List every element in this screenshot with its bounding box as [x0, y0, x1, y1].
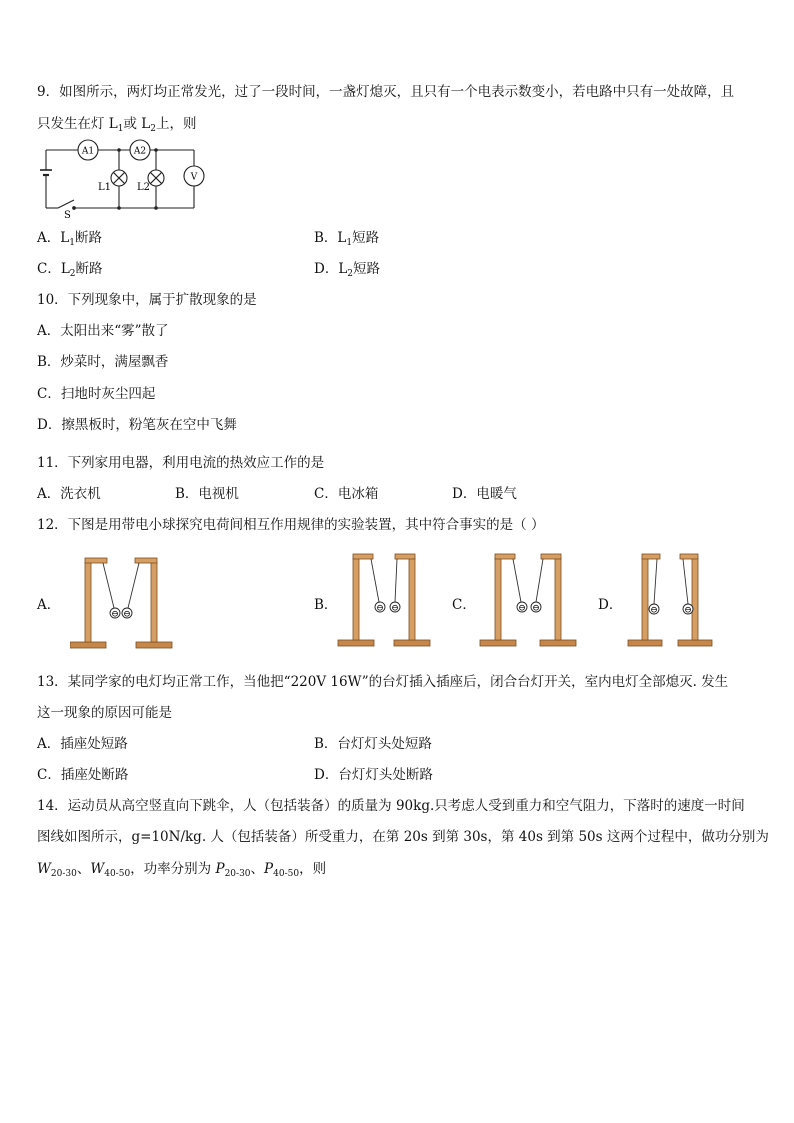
- l1-label: L1: [98, 182, 112, 193]
- q9-option-b[interactable]: B．$L_1$短路: [314, 230, 380, 248]
- q13-stem-line2: 这一现象的原因可能是: [37, 705, 172, 721]
- q12-a-charge-2: ⊖: [123, 609, 131, 620]
- q10-option-d[interactable]: D．擦黑板时，粉笔灰在空中飞舞: [37, 417, 237, 433]
- q11-option-b[interactable]: B．电视机: [175, 486, 239, 502]
- q12-apparatus-a[interactable]: [70, 556, 180, 652]
- q9-option-d[interactable]: D．$L_2$短路: [314, 261, 381, 279]
- q10-option-a[interactable]: A．太阳出来“雾”散了: [37, 323, 169, 339]
- q11-option-c[interactable]: C．电冰箱: [314, 486, 379, 502]
- q14-stem-line1: 14．运动员从高空竖直向下跳伞，人（包括装备）的质量为 90kg.只考虑人受到重力和空气阻力，下落时的速度一时间: [37, 798, 745, 814]
- q9-circuit-diagram: [36, 138, 216, 220]
- q12-d-charge-2: ⊖: [684, 605, 692, 616]
- q12-d-charge-1: ⊖: [650, 605, 658, 616]
- q12-stem: 12．下图是用带电小球探究电荷间相互作用规律的实验装置，其中符合事实的是（ ）: [37, 517, 545, 533]
- q13-option-d[interactable]: D．台灯灯头处断路: [314, 767, 433, 783]
- q11-stem: 11．下列家用电器，利用电流的热效应工作的是: [37, 455, 325, 471]
- q9-text-c: 上，则: [156, 116, 197, 132]
- q11-option-a[interactable]: A．洗衣机: [37, 486, 101, 502]
- q9-text-b: 或 L: [123, 116, 151, 132]
- q10-stem: 10．下列现象中，属于扩散现象的是: [37, 292, 257, 308]
- q12-apparatus-d[interactable]: [626, 552, 718, 650]
- q13-option-a[interactable]: A．插座处短路: [37, 736, 128, 752]
- q9-sub-1: 1: [117, 124, 124, 134]
- q10-option-c[interactable]: C．扫地时灰尘四起: [37, 386, 156, 402]
- q14-stem-line3: $W_{20-30}$、$W_{40-50}$，功率分别为 $P_{20-30}$、$P_{40-50}$，则: [37, 861, 327, 879]
- q14-stem-line2: 图线如图所示，g=10N/kg. 人（包括装备）所受重力，在第 20s 到第 30s，第 40s 到第 50s 这两个过程中，做功分别为: [37, 829, 769, 845]
- q11-option-d[interactable]: D．电暖气: [452, 486, 517, 502]
- q12-apparatus-b[interactable]: [336, 552, 436, 650]
- q10-option-b[interactable]: B．炒菜时，满屋飘香: [37, 354, 169, 370]
- q9-text-a: 只发生在灯 L: [37, 116, 118, 132]
- q9-stem-line1: 9．如图所示，两灯均正常发光，过了一段时间，一盏灯熄灭，且只有一个电表示数变小，若电路中只有一处故障，且: [37, 84, 735, 100]
- q12-option-d-label[interactable]: D．: [598, 597, 623, 613]
- l2-label: L2: [137, 182, 151, 193]
- q13-option-b[interactable]: B．台灯灯头处短路: [314, 736, 432, 752]
- q13-option-c[interactable]: C．插座处断路: [37, 767, 129, 783]
- q12-c-charge-1: ⊖: [518, 603, 526, 614]
- q12-b-charge-1: ⊖: [376, 603, 384, 614]
- switch-label: S: [64, 210, 71, 220]
- a1-label: A1: [81, 146, 95, 157]
- v-label: V: [190, 172, 198, 183]
- q12-apparatus-c[interactable]: [478, 552, 578, 650]
- q13-stem-line1: 13．某同学家的电灯均正常工作，当他把“220V 16W”的台灯插入插座后，闭合台灯开关，室内电灯全部熄灭. 发生: [37, 674, 729, 690]
- q9-option-c[interactable]: C．$L_2$断路: [37, 261, 103, 279]
- q9-stem-line2: [37, 115, 197, 133]
- q12-option-a-label[interactable]: A．: [37, 597, 61, 613]
- q12-option-c-label[interactable]: C．: [452, 597, 476, 613]
- q9-sub-2: 2: [150, 124, 156, 134]
- q9-option-a[interactable]: A．$L_1$断路: [37, 230, 102, 248]
- a2-label: A2: [133, 146, 147, 157]
- q12-b-charge-2: ⊖: [391, 603, 399, 614]
- q12-c-charge-2: ⊖: [532, 603, 540, 614]
- q12-a-charge-1: ⊖: [111, 609, 119, 620]
- q12-option-b-label[interactable]: B．: [314, 597, 338, 613]
